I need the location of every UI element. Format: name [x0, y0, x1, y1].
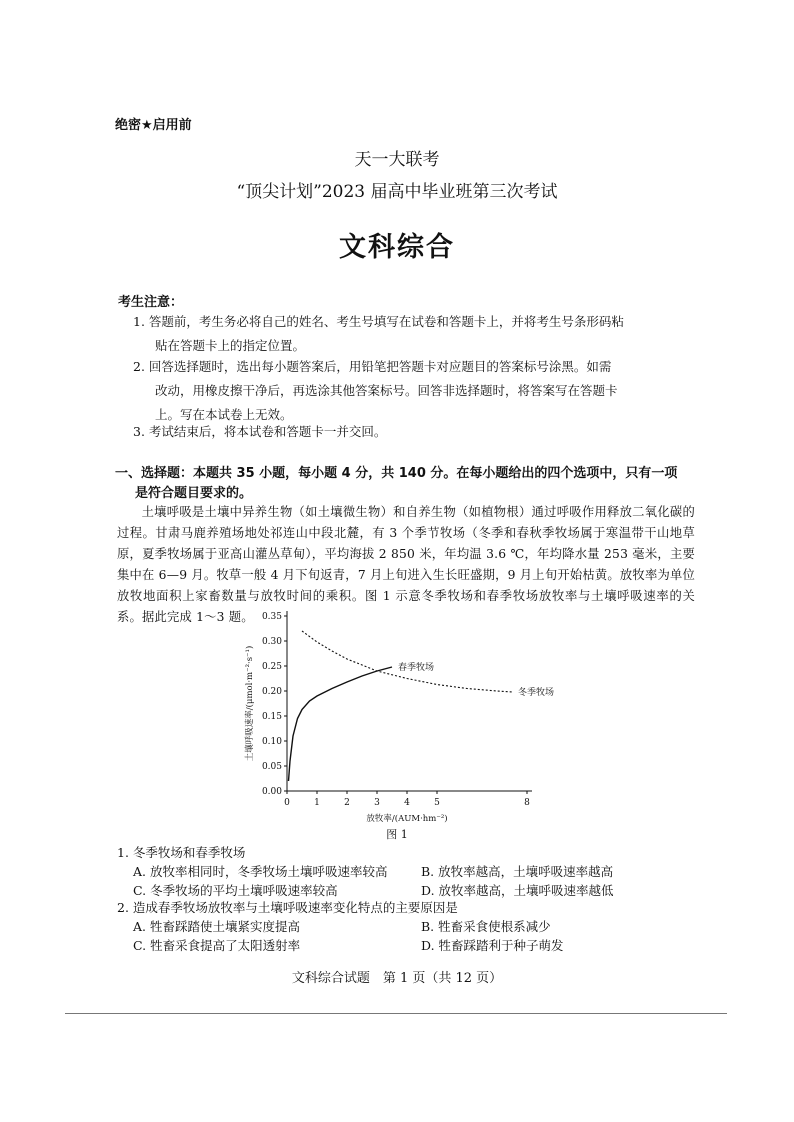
option-c[interactable]: C. 牲畜采食提高了太阳透射率	[133, 938, 301, 953]
x-tick-label: 8	[524, 798, 530, 808]
series-line-spring	[289, 667, 393, 781]
series-line-winter	[302, 631, 512, 692]
y-tick-label: 0.20	[261, 687, 282, 697]
question-1	[117, 843, 707, 900]
x-tick-label: 4	[404, 798, 410, 808]
notice-item-2	[133, 355, 693, 427]
x-axis-label: 放牧率/(AUM·hm⁻²)	[366, 814, 448, 823]
y-tick-label: 0.30	[261, 637, 282, 647]
figure-1-chart	[232, 608, 562, 823]
exam-organizer: 天一大联考	[354, 150, 440, 170]
y-tick-label: 0.00	[261, 787, 282, 797]
series-label-spring: 春季牧场	[398, 663, 435, 673]
x-tick-label: 5	[434, 798, 440, 808]
x-tick-label: 0	[284, 798, 290, 808]
option-a[interactable]: A. 牲畜踩踏使土壤紧实度提高	[133, 919, 300, 934]
notice-item-3	[133, 420, 693, 444]
x-tick-label: 3	[374, 798, 380, 808]
notice-line: 3. 考试结束后，将本试卷和答题卡一并交回。	[133, 424, 387, 439]
y-tick-label: 0.05	[261, 762, 282, 772]
section-heading	[115, 464, 695, 504]
notice-line: 贴在答题卡上的指定位置。	[155, 338, 306, 353]
section-heading-line: 是符合题目要求的。	[135, 486, 253, 501]
y-tick-label: 0.25	[261, 662, 282, 672]
question-2	[117, 898, 707, 955]
question-stem: 2. 造成春季牧场放牧率与土壤呼吸速率变化特点的主要原因是	[117, 900, 458, 915]
reading-passage: 土壤呼吸是土壤中异养生物（如土壤微生物）和自养生物（如植物根）通过呼吸作用释放二氧化碳的过程。甘肃马鹿养殖场地处祁连山中段北麓，有 3 个季节牧场（冬季和春秋季牧场属于寒温带干山地草原，夏季牧场属于亚高山灌丛草甸），平均海拔 2 850 米，年均温 3.6 ℃，年均降水量 253 毫米，主要集中在 6—9 月。牧草一般 4 月下旬返青，7 月上旬进入生长旺盛期，9 月上旬开始枯黄。放牧率为单位放牧地面积上家畜数量与放牧时间的乘积。图 1 示意冬季牧场和春季牧场放牧率与土壤呼吸速率的关系。据此完成 1～3 题。	[117, 505, 695, 624]
option-c[interactable]: C. 冬季牧场的平均土壤呼吸速率较高	[133, 883, 338, 898]
option-b[interactable]: B. 放牧率越高，土壤呼吸速率越高	[421, 864, 614, 879]
confidential-mark: 绝密★启用前	[115, 118, 192, 133]
notice-line: 上。写在本试卷上无效。	[155, 407, 293, 422]
y-axis-label: 土壤呼吸速率/(μmol·m⁻²·s⁻¹)	[245, 645, 255, 762]
section-heading-line: 一、选择题：本题共 35 小题，每小题 4 分，共 140 分。在每小题给出的四个选项中，只有一项	[115, 466, 678, 481]
option-b[interactable]: B. 牲畜采食使根系减少	[421, 919, 551, 934]
notice-line: 改动，用橡皮擦干净后，再选涂其他答案标号。回答非选择题时，将答案写在答题卡	[155, 383, 618, 398]
x-tick-label: 1	[314, 798, 320, 808]
question-stem: 1. 冬季牧场和春季牧场	[117, 845, 246, 860]
figure-caption: 图 1	[386, 828, 408, 841]
notice-line: 2. 回答选择题时，选出每小题答案后，用铅笔把答题卡对应题目的答案标号涂黑。如需	[133, 359, 612, 374]
notice-line: 1. 答题前，考生务必将自己的姓名、考生号填写在试卷和答题卡上，并将考生号条形码粘	[133, 314, 624, 329]
notice-item-1	[133, 310, 693, 358]
footer-divider	[65, 1013, 727, 1014]
page-footer: 文科综合试题 第 1 页（共 12 页）	[291, 971, 503, 986]
option-d[interactable]: D. 牲畜踩踏利于种子萌发	[421, 938, 564, 953]
subject-title: 文科综合	[339, 232, 455, 263]
y-tick-label: 0.35	[261, 612, 282, 622]
series-label-winter: 冬季牧场	[518, 688, 555, 698]
x-tick-label: 2	[344, 798, 350, 808]
notice-title: 考生注意：	[118, 295, 184, 310]
exam-title: “顶尖计划”2023 届高中毕业班第三次考试	[236, 182, 558, 202]
y-tick-label: 0.15	[261, 712, 282, 722]
option-a[interactable]: A. 放牧率相同时，冬季牧场土壤呼吸速率较高	[133, 864, 388, 879]
option-d[interactable]: D. 放牧率越高，土壤呼吸速率越低	[421, 883, 614, 898]
y-tick-label: 0.10	[261, 737, 282, 747]
